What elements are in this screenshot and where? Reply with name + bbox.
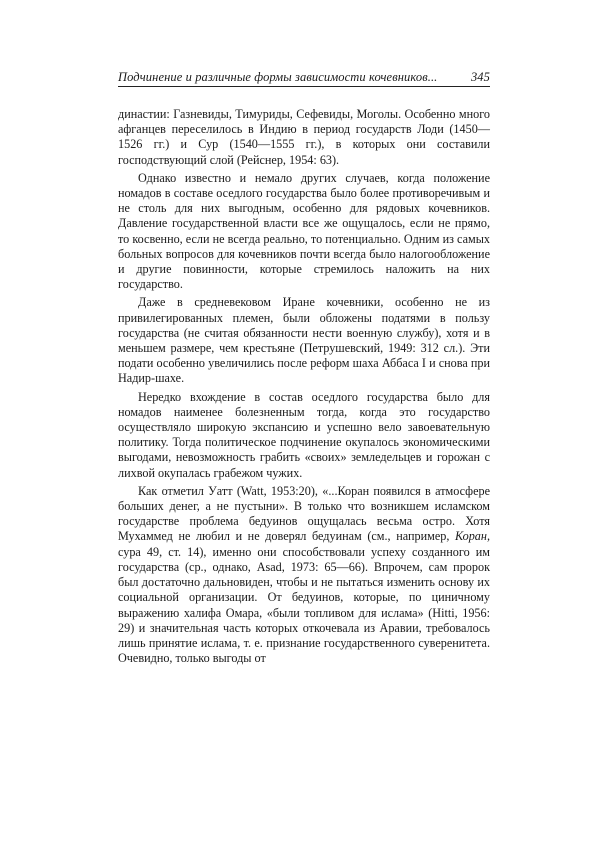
paragraph-text: Как отметил Уатт (Watt, 1953:20), «...Коран появился в атмосфере больших денег, а не пустыни». В только что возникшем исламском государстве проблема бедуинов ощущалась весьма остро. Хотя Мухаммед не любил и не доверял бедуинам (см., например, bbox=[118, 483, 490, 544]
page-number: 345 bbox=[470, 70, 490, 84]
book-page bbox=[118, 70, 490, 666]
quran-citation: Коран, bbox=[454, 529, 490, 544]
running-title: Подчинение и различные формы зависимости кочевников... bbox=[118, 70, 438, 84]
paragraph-text: сура 49, ст. 14), именно они способствовали успеху созданного им государства (ср., однако, Asad, 1973: 65—66). Впрочем, сам пророк был достаточно дальновиден, чтобы и не пытаться изменить основу их социальной организации. От бедуинов, которые, по циничному выражению халифа Омара, «были топливом для ислама» (Hitti, 1956: 29) и значительная часть которых откочевала из Аравии, требовалось лишь принятие ислама, т. е. признание государственного суверенитета. Очевидно, только выгоды от bbox=[118, 544, 490, 666]
body-text bbox=[118, 107, 490, 666]
paragraph bbox=[118, 484, 490, 666]
paragraph: Нередко вхождение в состав оседлого государства было для номадов наименее болезненным тогда, когда это государство осуществляло широкую экспансию и успешно вело завоевательную политику. Тогда политическое подчинение окупалось экономическими выгодами, невозможность грабить «своих» земледельцев и горожан с лихвой окупалась грабежом чужих. bbox=[118, 389, 490, 480]
paragraph: династии: Газневиды, Тимуриды, Сефевиды, Моголы. Особенно много афганцев переселилось в Индию в период государств Лоди (1450—1526 гг.) и Сур (1540—1555 гг.), в которых они составили господствующий слой (Рейснер, 1954: 63). bbox=[118, 107, 490, 167]
paragraph: Однако известно и немало других случаев, когда положение номадов в составе оседлого государства было более противоречивым и не столь для них выгодным, особенно для рядовых кочевников. Давление государственной власти все же ощущалось, если не прямо, то косвенно, если не всегда реально, то потенциально. Одним из самых больных вопросов для кочевников почти всегда было налогообложение и другие повинности, которые стремилось наложить на них государство. bbox=[118, 170, 490, 292]
running-header bbox=[118, 70, 490, 87]
paragraph: Даже в средневековом Иране кочевники, особенно не из привилегированных племен, были обложены податями в пользу государства (не считая обязанности нести военную службу), хотя и в меньшем размере, чем крестьяне (Петрушевский, 1949: 312 сл.). Эти подати особенно увеличились после реформ шаха Аббаса I и снова при Надир-шахе. bbox=[118, 295, 490, 386]
